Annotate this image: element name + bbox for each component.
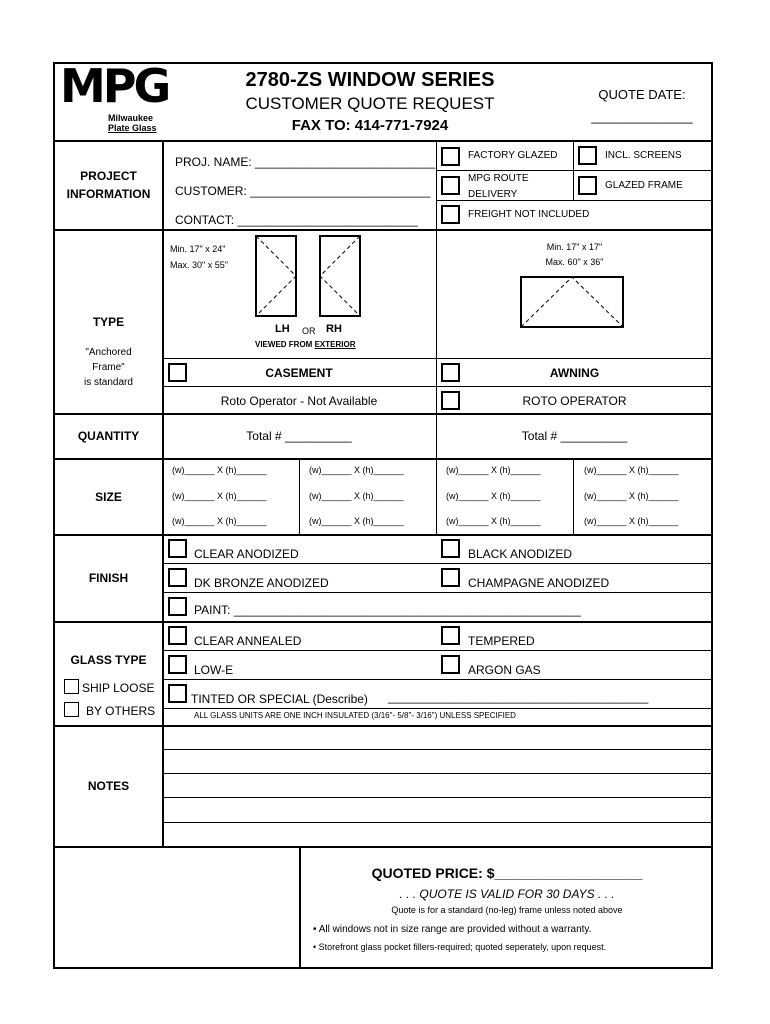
divider bbox=[162, 592, 713, 593]
section-label-type: TYPE bbox=[92, 315, 125, 329]
mpg-route-label-1: MPG ROUTE bbox=[468, 173, 529, 184]
divider bbox=[53, 229, 713, 231]
divider bbox=[573, 140, 574, 200]
lh-label: LH bbox=[275, 323, 290, 335]
freight-checkbox[interactable] bbox=[441, 205, 460, 224]
divider bbox=[162, 358, 713, 359]
section-label-finish: FINISH bbox=[88, 571, 129, 585]
casement-diagram bbox=[250, 232, 370, 320]
divider bbox=[436, 140, 437, 229]
fax-number: FAX TO: 414-771-7924 bbox=[291, 117, 449, 134]
black-anodized-label: BLACK ANODIZED bbox=[468, 547, 573, 561]
quote-valid-note: . . . QUOTE IS VALID FOR 30 DAYS . . . bbox=[399, 887, 615, 901]
awning-frame bbox=[521, 277, 623, 327]
tinted-label: TINTED OR SPECIAL (Describe) bbox=[191, 692, 368, 706]
awning-total-field[interactable]: Total # __________ bbox=[521, 429, 628, 443]
clear-annealed-checkbox[interactable] bbox=[168, 626, 187, 645]
incl-screens-label: INCL. SCREENS bbox=[605, 150, 682, 161]
size-entry-field[interactable]: (w)______ X (h)______ bbox=[172, 465, 267, 475]
logo-mark: MPG bbox=[60, 59, 169, 113]
tempered-label: TEMPERED bbox=[468, 634, 535, 648]
notes-line[interactable] bbox=[162, 773, 713, 774]
clear-annealed-label: CLEAR ANNEALED bbox=[194, 634, 302, 648]
divider bbox=[162, 386, 713, 387]
notes-line[interactable] bbox=[162, 797, 713, 798]
champagne-checkbox[interactable] bbox=[441, 568, 460, 587]
divider bbox=[53, 621, 713, 623]
tempered-checkbox[interactable] bbox=[441, 626, 460, 645]
awning-swing bbox=[521, 277, 623, 327]
dk-bronze-label: DK BRONZE ANODIZED bbox=[194, 576, 329, 590]
customer-field[interactable]: CUSTOMER: ___________________________ bbox=[175, 184, 431, 198]
dk-bronze-checkbox[interactable] bbox=[168, 568, 187, 587]
form-title: 2780-ZS WINDOW SERIES bbox=[245, 69, 495, 91]
casement-rh-swing bbox=[320, 236, 360, 316]
tinted-checkbox[interactable] bbox=[168, 684, 187, 703]
size-entry-field[interactable]: (w)______ X (h)______ bbox=[309, 516, 404, 526]
tinted-description-field[interactable]: _______________________________________ bbox=[388, 690, 649, 704]
logo-text-line1: Milwaukee bbox=[108, 113, 154, 123]
incl-screens-checkbox[interactable] bbox=[578, 146, 597, 165]
notes-line[interactable] bbox=[162, 749, 713, 750]
size-entry-field[interactable]: (w)______ X (h)______ bbox=[446, 516, 541, 526]
divider bbox=[162, 679, 713, 680]
ship-loose-checkbox[interactable] bbox=[64, 679, 79, 694]
casement-lh-swing bbox=[256, 236, 296, 316]
size-entry-field[interactable]: (w)______ X (h)______ bbox=[309, 491, 404, 501]
contact-field[interactable]: CONTACT: ___________________________ bbox=[175, 213, 418, 227]
size-entry-field[interactable]: (w)______ X (h)______ bbox=[172, 516, 267, 526]
divider bbox=[53, 140, 713, 142]
awning-diagram bbox=[519, 274, 627, 330]
black-anodized-checkbox[interactable] bbox=[441, 539, 460, 558]
quoted-price-field[interactable]: QUOTED PRICE: $___________________ bbox=[371, 865, 643, 881]
clear-anodized-label: CLEAR ANODIZED bbox=[194, 547, 299, 561]
awning-max: Max. 60" x 36" bbox=[545, 257, 604, 267]
argon-gas-checkbox[interactable] bbox=[441, 655, 460, 674]
divider bbox=[53, 846, 713, 848]
low-e-label: LOW-E bbox=[194, 663, 234, 677]
section-label-glass: GLASS TYPE bbox=[70, 653, 147, 667]
casement-total-field[interactable]: Total # __________ bbox=[246, 429, 352, 443]
freight-label: FREIGHT NOT INCLUDED bbox=[468, 209, 590, 220]
size-entry-field[interactable]: (w)______ X (h)______ bbox=[446, 491, 541, 501]
type-note-2: Frame" bbox=[92, 362, 125, 373]
glazed-frame-label: GLAZED FRAME bbox=[605, 180, 683, 191]
factory-glazed-label: FACTORY GLAZED bbox=[468, 150, 558, 161]
size-entry-field[interactable]: (w)______ X (h)______ bbox=[584, 516, 679, 526]
ship-loose-label: SHIP LOOSE bbox=[82, 681, 155, 695]
section-label-quantity: QUANTITY bbox=[77, 429, 140, 443]
awning-min: Min. 17" x 17" bbox=[546, 242, 603, 252]
factory-glazed-checkbox[interactable] bbox=[441, 147, 460, 166]
insulated-note: ALL GLASS UNITS ARE ONE INCH INSULATED (3/16"- 5/8"- 3/16") UNLESS SPECIFIED bbox=[194, 711, 516, 720]
divider bbox=[162, 140, 164, 847]
or-label: OR bbox=[302, 326, 316, 336]
mpg-route-checkbox[interactable] bbox=[441, 176, 460, 195]
logo bbox=[60, 59, 169, 136]
type-note-3: is standard bbox=[84, 377, 133, 388]
size-entry-field[interactable]: (w)______ X (h)______ bbox=[172, 491, 267, 501]
casement-label: CASEMENT bbox=[265, 366, 333, 380]
paint-checkbox[interactable] bbox=[168, 597, 187, 616]
logo-text-line2: Plate Glass bbox=[108, 123, 157, 133]
viewed-from-label: VIEWED FROM EXTERIOR bbox=[255, 340, 356, 349]
by-others-label: BY OTHERS bbox=[86, 704, 156, 718]
quote-date-label: QUOTE DATE: bbox=[598, 87, 686, 102]
casement-min: Min. 17" x 24" bbox=[170, 244, 226, 254]
divider bbox=[53, 413, 713, 415]
clear-anodized-checkbox[interactable] bbox=[168, 539, 187, 558]
divider bbox=[299, 458, 300, 534]
low-e-checkbox[interactable] bbox=[168, 655, 187, 674]
casement-rh-frame bbox=[320, 236, 360, 316]
glazed-frame-checkbox[interactable] bbox=[578, 176, 597, 195]
storefront-note: • Storefront glass pocket fillers-required; quoted seperately, upon request. bbox=[313, 942, 607, 952]
rh-label: RH bbox=[326, 323, 342, 335]
argon-gas-label: ARGON GAS bbox=[468, 663, 541, 677]
divider bbox=[53, 725, 713, 727]
by-others-checkbox[interactable] bbox=[64, 702, 79, 717]
divider bbox=[436, 170, 713, 171]
size-entry-field[interactable]: (w)______ X (h)______ bbox=[309, 465, 404, 475]
paint-field[interactable]: PAINT: ____________________________________________________ bbox=[194, 603, 581, 617]
form-subtitle: CUSTOMER QUOTE REQUEST bbox=[245, 94, 495, 113]
quote-date-field[interactable]: ______________ bbox=[591, 109, 693, 124]
awning-label: AWNING bbox=[549, 366, 600, 380]
warranty-note: • All windows not in size range are provided without a warranty. bbox=[313, 924, 592, 935]
mpg-route-label-2: DELIVERY bbox=[468, 189, 518, 200]
divider bbox=[162, 708, 713, 709]
divider bbox=[53, 458, 713, 460]
exterior-label: EXTERIOR bbox=[314, 340, 356, 349]
size-entry-field[interactable]: (w)______ X (h)______ bbox=[584, 465, 679, 475]
notes-line[interactable] bbox=[162, 822, 713, 823]
divider bbox=[53, 534, 713, 536]
section-label-project: PROJECT INFORMATION bbox=[66, 169, 151, 201]
standard-frame-note: Quote is for a standard (no-leg) frame unless noted above bbox=[391, 905, 623, 915]
divider bbox=[573, 458, 574, 534]
casement-operator: Roto Operator - Not Available bbox=[220, 394, 378, 408]
divider bbox=[162, 650, 713, 651]
casement-lh-frame bbox=[256, 236, 296, 316]
champagne-label: CHAMPAGNE ANODIZED bbox=[468, 576, 610, 590]
divider bbox=[436, 458, 437, 534]
size-entry-field[interactable]: (w)______ X (h)______ bbox=[584, 491, 679, 501]
size-entry-field[interactable]: (w)______ X (h)______ bbox=[446, 465, 541, 475]
section-label-size: SIZE bbox=[95, 490, 122, 504]
proj-name-field[interactable]: PROJ. NAME: ___________________________ bbox=[175, 155, 436, 169]
casement-max: Max. 30" x 55" bbox=[170, 260, 228, 270]
type-note-1: "Anchored bbox=[85, 347, 132, 358]
divider bbox=[162, 563, 713, 564]
awning-operator: ROTO OPERATOR bbox=[522, 394, 627, 408]
section-label-notes: NOTES bbox=[87, 779, 130, 793]
